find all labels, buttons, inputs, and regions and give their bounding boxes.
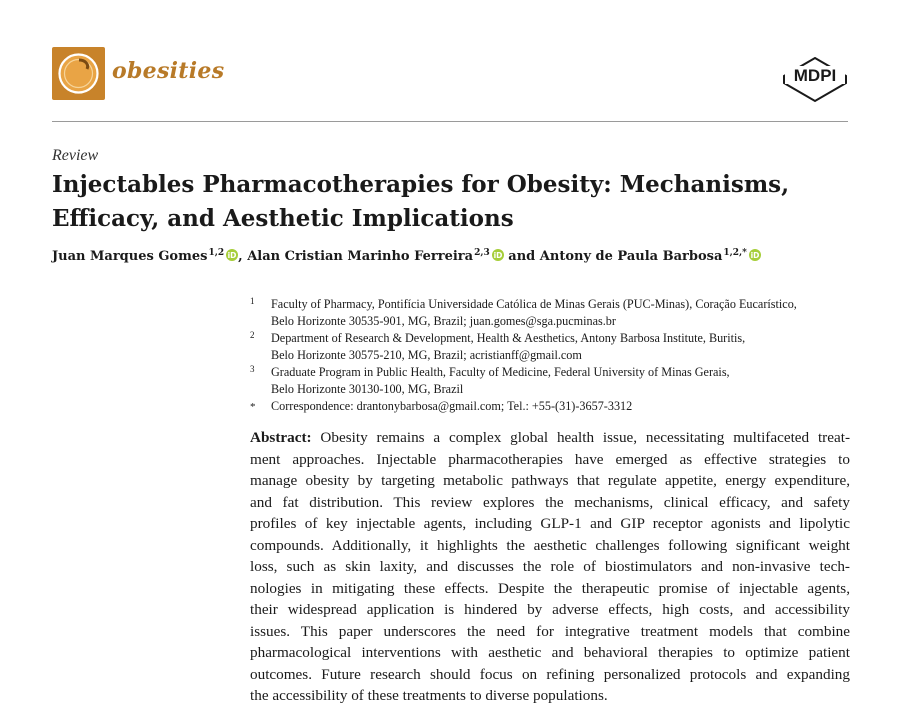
abstract-line [250, 427, 850, 449]
abstract-label: Abstract: [250, 429, 312, 446]
affiliation-line: Belo Horizonte 30575-210, MG, Brazil; acristianff@gmail.com [271, 348, 582, 362]
author-name[interactable]: Antony de Paula Barbosa [539, 249, 723, 264]
affiliation-marker: 3 [250, 364, 255, 374]
svg-text:iD: iD [227, 251, 237, 261]
author-separator: , [238, 249, 248, 264]
affiliation-item [250, 364, 850, 398]
affiliation-line: Belo Horizonte 30130-100, MG, Brazil [271, 382, 464, 396]
svg-text:iD: iD [750, 251, 760, 261]
author-name[interactable]: Juan Marques Gomes [52, 249, 208, 264]
affiliation-line: Department of Research & Development, Health & Aesthetics, Antony Barbosa Institute, Buritis, [271, 331, 746, 345]
author-name[interactable]: Alan Cristian Marinho Ferreira [247, 249, 474, 264]
page-title [52, 168, 852, 236]
journal-logo [52, 47, 105, 100]
abstract-line: compounds. Additionally, it highlights the aesthetic challenges following significant weight [250, 536, 850, 554]
author-affiliation-ref: 1,2 [208, 248, 225, 258]
affiliation-marker: * [250, 401, 256, 413]
affiliation-line: Graduate Program in Public Health, Faculty of Medicine, Federal University of Minas Gerais, [271, 365, 730, 379]
correspondence-item [250, 398, 850, 415]
abstract-line: outcomes. Future research should focus on refining personalized protocols and expanding [250, 665, 850, 683]
author-affiliation-ref: 2,3 [474, 248, 490, 258]
affiliation-item [250, 296, 850, 330]
publisher-name: MDPI [793, 66, 837, 85]
header-divider [52, 121, 848, 122]
article-type: Review [52, 147, 99, 164]
abstract-line: profiles of key injectable agents, including GLP-1 and GIP receptor agonists and lipolytic [250, 515, 850, 532]
abstract-line: nologies in mitigating these effects. Despite the therapeutic promise of injectable agents, [250, 579, 850, 597]
affiliation-line: Faculty of Pharmacy, Pontifícia Universidade Católica de Minas Gerais (PUC-Minas), Coração Eucarístico, [271, 297, 797, 311]
author-list [52, 248, 872, 264]
abstract-line: pharmacological interventions with aesthetic and behavioral therapies to optimize patient [250, 644, 850, 661]
correspondence-line: Correspondence: drantonybarbosa@gmail.com; Tel.: +55-(31)-3657-3312 [271, 399, 633, 413]
author-affiliation-ref: 1,2,* [723, 248, 747, 258]
affiliation-marker: 2 [250, 330, 255, 340]
svg-text:iD: iD [493, 251, 503, 261]
affiliation-marker: 1 [250, 296, 255, 306]
abstract [250, 427, 850, 707]
author-separator: and [503, 249, 540, 264]
abstract-line: manage obesity by targeting metabolic pathways that regulate appetite, energy expenditure, [250, 472, 850, 489]
mdpi-logo [783, 57, 849, 107]
orcid-icon[interactable] [749, 249, 761, 261]
title-line: Efficacy, and Aesthetic Implications [52, 205, 514, 232]
mdpi-logo-icon [783, 57, 849, 103]
journal-logo-icon [52, 47, 105, 100]
abstract-line: the accessibility of these treatments to diverse populations. [250, 687, 608, 704]
abstract-line: issues. This paper underscores the need for integrative treatment models that combine [250, 622, 850, 640]
journal-name: obesities [112, 58, 225, 84]
affiliation-line: Belo Horizonte 30535-901, MG, Brazil; juan.gomes@sga.pucminas.br [271, 314, 616, 328]
abstract-line: ment approaches. Injectable pharmacotherapies have emerged as effective strategies to [250, 450, 850, 468]
abstract-line: their widespread application is hindered by adverse effects, high costs, and accessibility [250, 601, 850, 618]
abstract-line: loss, such as skin laxity, and discusses the role of biostimulators and non-invasive tech- [250, 558, 850, 575]
orcid-icon[interactable] [226, 249, 238, 261]
orcid-icon[interactable] [492, 249, 504, 261]
title-line: Injectables Pharmacotherapies for Obesity: Mechanisms, [52, 171, 790, 198]
affiliation-list [250, 296, 850, 415]
abstract-text: Obesity remains a complex global health issue, necessitating multifaceted treat- [320, 429, 850, 446]
abstract-line: and fat distribution. This review explores the mechanisms, clinical efficacy, and safety [250, 493, 850, 511]
affiliation-item [250, 330, 850, 364]
